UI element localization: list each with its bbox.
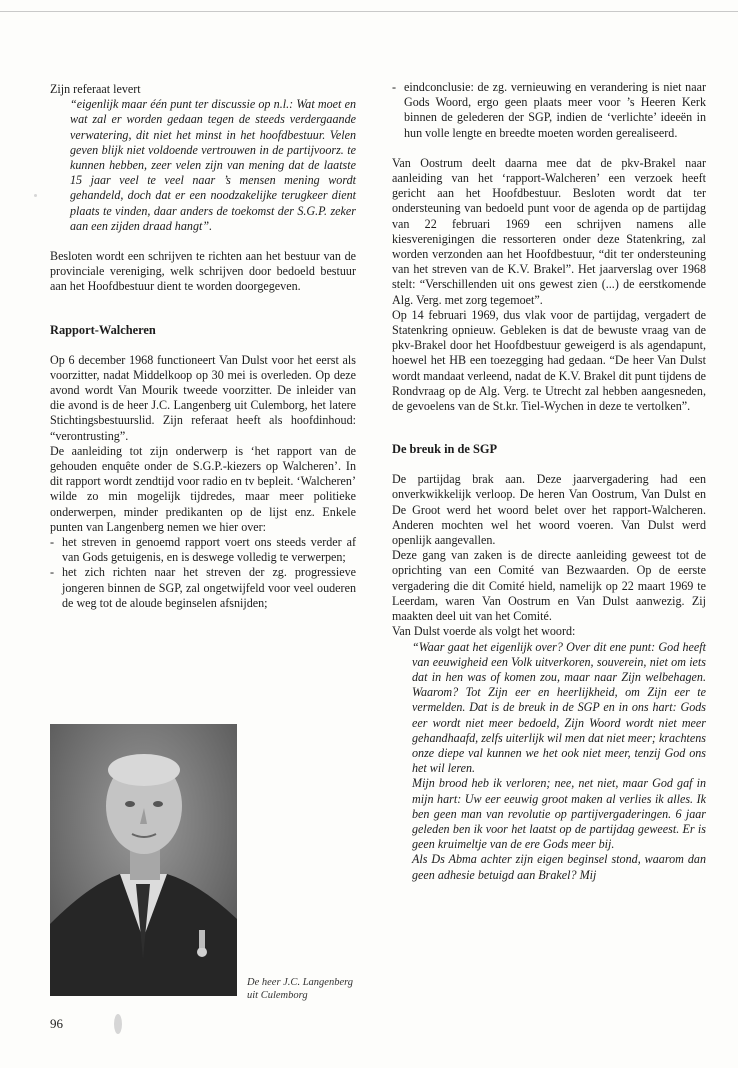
body-paragraph: De aanleiding tot zijn onderwerp is ‘het rapport van de gehouden enquête onder de S.G.P.-kiezers op Walcheren’. In dit rapport wordt zendtijd voor radio en tv bepleit. ‘Walcheren’ wilde zo min mogelijk tijdredes, maar meer politieke onderwerpen, minder predikanten op de lijst enz. Enkele punten van Langenberg nemen we hier over: [50,443,356,534]
van-dulst-quote: “Waar gaat het eigenlijk over? Over dit ene punt: God heeft van eeuwigheid een Volk uitverkoren, souverein, niet om iets dat in hen was of komen zou, maar naar Zijn welbehagen. Waarom? Tot Zijn eer en heerlijkheid, om Zijn eer te vermelden. Dat is de breuk in de SGP en in ons hart: Gods eer wordt niet meer bedoeld, Zijn Woord wordt niet meer gehandhaafd, zelfs uiterlijk wil men dat niet meer; krachtens onze diepe val kunnen we het ook niet meer, tenzij God ons het wil leren. [412,639,706,776]
langenberg-quote: “eigenlijk maar één punt ter discussie op n.l.: Wat moet en wat zal er worden gedaan tegen de steeds verdergaande verwatering, dit niet het minst in het hoofdbestuur. Velen geven blijk niet voldoende vertrouwen in de partijvoorz. te kunnen hebben, zeer velen zijn van mening dat de laatste 15 jaar veel te veel naar ’s mensen mening wordt gehandeld, doch dat er een noodzakelijke terugkeer dient plaats te vinden, daar anders de toekomst der S.G.P. zeker aan een zijden draad hangt”. [70,97,356,233]
portrait-photo [50,724,237,996]
body-paragraph: Van Oostrum deelt daarna mee dat de pkv-Brakel naar aanleiding van het ‘rapport-Walcheren’ een verzoek heeft gericht aan het Hoofdbestuur. Besloten wordt dat ter ondersteuning van bedoeld punt voor de agenda op de partijdag van 22 februari 1969 een schrijven namens alle kiesverenigingen die ressorteren onder deze Statenkring, zal worden verzonden aan het Hoofdbestuur, “dit ter ondersteuning van het streven van de K.V. Brakel”. Het jaarverslag over 1968 stelt: “Verschillenden uit ons gewest zien (...) de eerstkomende Alg. Verg. met zorg tegemoet”. [392,155,706,307]
photo-figure [50,724,356,1001]
intro-line: Zijn referaat levert [50,82,141,96]
scan-speck [114,1014,122,1034]
list-item: - eindconclusie: de zg. vernieuwing en verandering is niet naar Gods Woord, ergo geen plaats meer voor ’s Heeren Kerk binnen de gelederen der SGP, indien de ‘verlichte’ ideeën in hun volle lengte en breedte moeten worden gerealiseerd. [392,80,706,141]
body-paragraph: Op 14 februari 1969, dus vlak voor de partijdag, vergadert de Statenkring opnieuw. Gebleken is dat de bewuste vraag van de pkv-Brakel door het Hoofdbestuur geweigerd is als agendapunt, hoewel het HB een toezegging had gedaan. “De heer Van Dulst wordt mandaat verleend, nadat de K.V. Brakel dit punt tijdens de Rondvraag op de Alg. Verg. te Utrecht zal hebben aangesneden, de gevoelens van de St.kr. Tiel-Wychen in deze te vertolken”. [392,307,706,414]
page-number: 96 [50,1016,63,1031]
right-column [392,80,706,883]
langenberg-points-list [50,535,356,611]
section-heading-rapport-walcheren: Rapport-Walcheren [50,322,156,337]
scan-speck [34,194,37,197]
body-paragraph: Van Dulst voerde als volgt het woord: [392,624,576,639]
list-item: - het streven in genoemd rapport voert ons steeds verder af van Gods getuigenis, en is deswege volledig te verwerpen; [50,535,356,565]
body-paragraph: Op 6 december 1968 functioneert Van Dulst voor het eerst als voorzitter, nadat Middelkoop op 30 mei is overleden. Op deze avond wordt Van Mourik tweede voorzitter. De inleider van die avond is de heer J.C. Langenberg uit Culemborg, het latere Stichtingsbestuurslid. Zijn referaat heeft als hoofdinhoud: “verontrusting”. [50,352,356,443]
list-item: - het zich richten naar het streven der zg. progressieve jongeren binnen de SGP, zal ongetwijfeld voor veel ouderen de weg tot de aloude beginselen afsnijden; [50,565,356,611]
van-dulst-quote: Mijn brood heb ik verloren; nee, net niet, maar God gaf in mijn hart: Uw eer eeuwig groot maken al verlies ik alles. Ik ben geen man van revolutie op partijvergaderingen. 6 jaar geleden ben ik voor het laatst op de partijdag geweest. Er is geen kruimeltje van de ere Gods meer bij. [412,776,706,852]
left-column [50,82,356,611]
body-paragraph: De partijdag brak aan. Deze jaarvergadering had een onverkwikkelijk verloop. De heren Van Oostrum, Van Dulst en De Groot werd het woord belet over het rapport-Walcheren. Anderen mochten wel het woord voeren. Van Dulst werd openlijk aangevallen. [392,472,706,548]
page-top-rule [0,11,738,12]
conclusion-list [392,80,706,141]
van-dulst-quote: Als Ds Abma achter zijn eigen beginsel stond, waarom dan geen adhesie betuigd aan Brakel? Mij [412,852,706,882]
portrait-illustration [50,724,237,996]
body-paragraph: Deze gang van zaken is de directe aanleiding geweest tot de oprichting van een Comité van Bezwaarden. Op de eerste vergadering die dit Comité hield, namelijk op 22 maart 1969 te Leerdam, waren Van Oostrum en Van Dulst aanwezig. Zij maakten deel uit van het Comité. [392,548,706,624]
photo-caption: De heer J.C. Langenberg uit Culemborg [247,977,354,1001]
body-paragraph: Besloten wordt een schrijven te richten aan het bestuur van de provinciale vereniging, welk schrijven door bedoeld bestuur aan het Hoofdbestuur dient te worden doorgegeven. [50,249,356,294]
section-heading-breuk: De breuk in de SGP [392,442,498,457]
